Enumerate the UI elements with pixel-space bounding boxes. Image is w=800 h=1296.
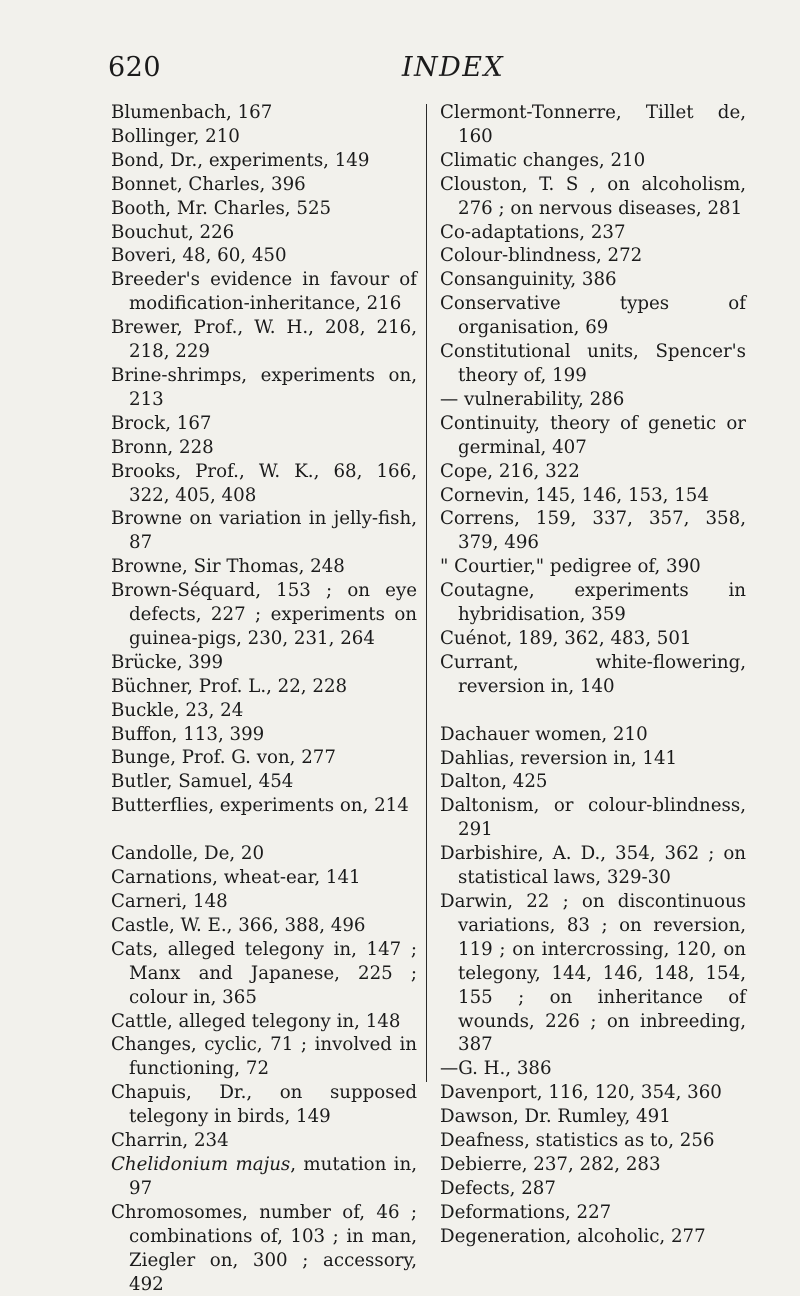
index-entry (111, 890, 417, 914)
index-entry-text: Cats, alleged telegony in, 147 ; Manx and Japanese, 225 ; colour in, 365 (111, 938, 417, 1008)
index-entry-text: Cuénot, 189, 362, 483, 501 (440, 627, 692, 649)
index-entry-text: Candolle, De, 20 (111, 843, 265, 865)
index-entry-text: Co-adaptations, 237 (440, 221, 626, 243)
index-entry (440, 555, 746, 579)
index-entry-text: Brooks, Prof., W. K., 68, 166, 322, 405, 408 (111, 460, 417, 506)
index-entry (111, 1201, 417, 1296)
index-entry (111, 197, 417, 221)
index-entry (111, 507, 417, 555)
index-entry (440, 1201, 746, 1225)
index-entry (440, 1129, 746, 1153)
index-entry (440, 460, 746, 484)
index-entry-text: Cornevin, 145, 146, 153, 154 (440, 484, 709, 506)
index-entry (111, 770, 417, 794)
index-entry-text: Consanguinity, 386 (440, 269, 617, 291)
index-entry-text: Brock, 167 (111, 412, 212, 434)
index-entry (440, 723, 746, 747)
index-entry (111, 794, 417, 818)
index-entry (111, 1153, 417, 1201)
index-entry-text: Brine-shrimps, experiments on, 213 (111, 364, 417, 410)
index-entry-text: Castle, W. E., 366, 388, 496 (111, 914, 366, 936)
index-entry-text: Bunge, Prof. G. von, 277 (111, 747, 336, 769)
index-entry (111, 364, 417, 412)
index-entry (440, 507, 746, 555)
index-entry (440, 1081, 746, 1105)
index-entry (440, 1177, 746, 1201)
index-entry-text: Constitutional units, Spencer's theory of, 199 (440, 341, 746, 386)
running-head (108, 52, 728, 92)
column-divider (426, 104, 427, 1082)
index-column-left (111, 101, 417, 1296)
index-entry-text: Brücke, 399 (111, 651, 224, 673)
index-entry (440, 1105, 746, 1129)
index-entry-text: Clermont-Tonnerre, Tillet de, 160 (440, 102, 746, 147)
index-entry-text: Browne on variation in jelly-fish, 87 (111, 508, 417, 554)
index-entry-text: Conservative types of organisation, 69 (440, 293, 746, 339)
index-entry (440, 221, 746, 245)
index-entry (111, 221, 417, 245)
index-entry (440, 244, 746, 268)
index-entry-text: , mutation in, 97 (129, 1153, 417, 1199)
index-entry-text: Butler, Samuel, 454 (111, 771, 294, 793)
index-entry (111, 842, 417, 866)
index-entry (440, 842, 746, 890)
index-entry (440, 149, 746, 173)
index-column-right (440, 101, 746, 1249)
index-entry-text: Degeneration, alcoholic, 277 (440, 1225, 706, 1247)
index-entry (111, 555, 417, 579)
index-entry (111, 101, 417, 125)
index-entry-text: Blumenbach, 167 (111, 102, 273, 123)
page-number: 620 (108, 52, 162, 83)
index-entry (111, 579, 417, 651)
index-entry-text: Colour-blindness, 272 (440, 245, 643, 267)
index-entry-text: Bouchut, 226 (111, 221, 235, 243)
index-entry-text: Cattle, alleged telegony in, 148 (111, 1010, 401, 1032)
index-entry-text: Clouston, T. S , on alcoholism, 276 ; on nervous diseases, 281 (440, 173, 746, 219)
index-entry-text: Brewer, Prof., W. H., 208, 216, 218, 229 (111, 317, 417, 363)
index-entry (440, 173, 746, 221)
index-entry-text: Currant, white-flowering, reversion in, 140 (440, 651, 746, 697)
index-entry (440, 292, 746, 340)
index-entry-text: Bollinger, 210 (111, 125, 240, 147)
index-entry-text: Darbishire, A. D., 354, 362 ; on statistical laws, 329-30 (440, 843, 746, 889)
index-entry (440, 1225, 746, 1249)
index-entry (111, 651, 417, 675)
index-entry (111, 866, 417, 890)
index-entry (111, 746, 417, 770)
index-entry-text: Correns, 159, 337, 357, 358, 379, 496 (440, 508, 746, 554)
index-entry (111, 675, 417, 699)
index-entry-text: —G. H., 386 (440, 1058, 552, 1080)
index-entry-text: Bonnet, Charles, 396 (111, 173, 306, 195)
index-entry (111, 316, 417, 364)
index-entry (111, 268, 417, 316)
index-entry-text: Dalton, 425 (440, 771, 548, 793)
index-entry-text: Büchner, Prof. L., 22, 228 (111, 675, 348, 697)
index-entry (440, 388, 746, 412)
index-entry (111, 412, 417, 436)
index-entry-text: Buckle, 23, 24 (111, 699, 244, 721)
index-entry-text: Charrin, 234 (111, 1130, 229, 1152)
index-entry (440, 484, 746, 508)
index-entry (440, 579, 746, 627)
index-entry (111, 460, 417, 508)
index-entry (111, 699, 417, 723)
index-entry (440, 794, 746, 842)
page-title: INDEX (401, 52, 505, 83)
index-entry (111, 914, 417, 938)
index-entry (440, 747, 746, 771)
index-entry-text: Darwin, 22 ; on discontinuous variations, 83 ; on reversion, 119 ; on intercrossing, 120, on telegony, 144, 146, 148, 154, 155 ; on inheritance of wounds, 226 ; on inbreeding, 387 (440, 891, 746, 1056)
index-entry (440, 651, 746, 699)
index-entry (111, 1129, 417, 1153)
index-entry (111, 436, 417, 460)
index-entry (111, 723, 417, 747)
index-entry-text: Chapuis, Dr., on supposed telegony in birds, 149 (111, 1082, 417, 1128)
index-entry-text: Defects, 287 (440, 1177, 556, 1199)
index-entry (111, 149, 417, 173)
index-entry-text: Cope, 216, 322 (440, 460, 580, 482)
index-entry (440, 1153, 746, 1177)
index-entry-text: Debierre, 237, 282, 283 (440, 1153, 661, 1175)
index-entry-text: Booth, Mr. Charles, 525 (111, 197, 332, 219)
index-entry-text: Coutagne, experiments in hybridisation, 359 (440, 580, 746, 626)
index-entry-text: Deformations, 227 (440, 1201, 612, 1223)
index-entry (111, 173, 417, 197)
index-entry-text: Dawson, Dr. Rumley, 491 (440, 1106, 671, 1128)
index-entry (111, 938, 417, 1010)
index-entry-text: " Courtier," pedigree of, 390 (440, 556, 701, 578)
index-entry-text: Breeder's evidence in favour of modification-inheritance, 216 (111, 269, 417, 315)
index-entry-text: Carneri, 148 (111, 891, 228, 912)
index-entry-text: Deafness, statistics as to, 256 (440, 1130, 715, 1152)
index-entry-text: Buffon, 113, 399 (111, 723, 265, 745)
index-entry (111, 1033, 417, 1081)
index-entry (440, 340, 746, 388)
index-entry-text: Climatic changes, 210 (440, 149, 646, 171)
index-entry (440, 412, 746, 460)
index-entry (440, 627, 746, 651)
index-entry-text: Changes, cyclic, 71 ; involved in functioning, 72 (111, 1034, 417, 1080)
index-entry-text: Butterflies, experiments on, 214 (111, 795, 409, 817)
index-entry-text: Dachauer women, 210 (440, 723, 648, 745)
index-entry-text: Chromosomes, number of, 46 ; combinations of, 103 ; in man, Ziegler on, 300 ; accessory, 492 (111, 1201, 417, 1295)
index-entry-text: Boveri, 48, 60, 450 (111, 245, 287, 267)
index-entry (111, 244, 417, 268)
index-entry-text: Daltonism, or colour-blindness, 291 (440, 795, 746, 841)
index-entry-text: Brown-Séquard, 153 ; on eye defects, 227 ; experiments on guinea-pigs, 230, 231, 264 (111, 580, 417, 649)
index-entry-text: Continuity, theory of genetic or germinal, 407 (440, 412, 746, 458)
index-entry-italic: Chelidonium majus (111, 1153, 291, 1175)
index-entry (111, 125, 417, 149)
index-entry (440, 770, 746, 794)
index-entry (440, 268, 746, 292)
index-entry-text: — vulnerability, 286 (440, 388, 625, 410)
index-entry-text: Browne, Sir Thomas, 248 (111, 556, 345, 578)
index-entry-text: Carnations, wheat-ear, 141 (111, 867, 361, 889)
index-entry (111, 1081, 417, 1129)
index-entry-text: Bond, Dr., experiments, 149 (111, 149, 370, 171)
index-entry-text: Davenport, 116, 120, 354, 360 (440, 1082, 722, 1104)
index-entry-text: Dahlias, reversion in, 141 (440, 747, 678, 769)
index-entry (111, 1010, 417, 1034)
index-entry (440, 890, 746, 1057)
index-entry-text: Bronn, 228 (111, 436, 214, 458)
index-entry (440, 1057, 746, 1081)
index-entry (440, 101, 746, 149)
